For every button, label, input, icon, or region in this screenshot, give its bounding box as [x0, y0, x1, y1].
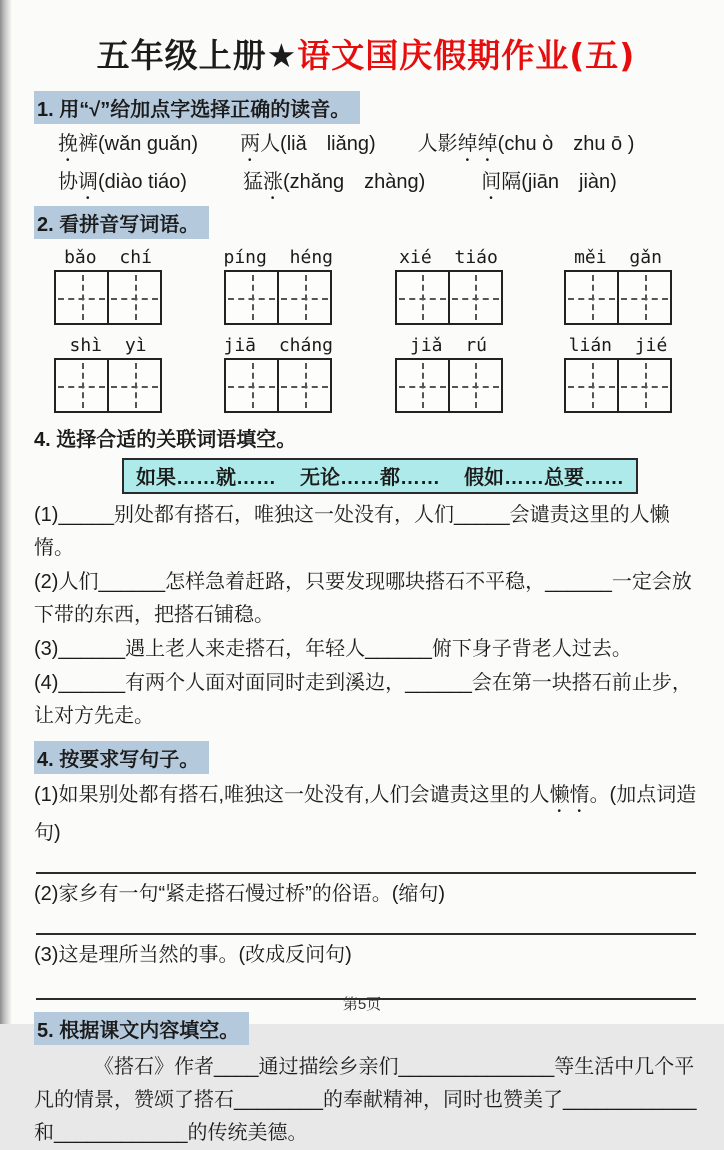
- connective-option: 假如……总要……: [464, 467, 624, 489]
- section-2-header: 2. 看拼音写词语。: [34, 206, 209, 239]
- section-4b-sentences: [34, 739, 698, 1000]
- pinyin-label: jiā cháng: [223, 335, 334, 356]
- sentence-post: 。(加点词造句): [34, 784, 697, 844]
- pinyin-write-group: [223, 247, 333, 325]
- writing-cell[interactable]: [617, 270, 672, 325]
- section-4a-header: 4. 选择合适的关联词语填空。: [34, 429, 297, 451]
- connective-option: 无论……都……: [300, 467, 440, 489]
- section-4a-connectives: [34, 421, 698, 733]
- writing-boxes: [395, 270, 503, 325]
- pinyin-write-group: [54, 335, 162, 413]
- sentence-dotted: 懒惰: [549, 784, 590, 806]
- writing-cell[interactable]: [564, 358, 619, 413]
- sentence-item-1: [34, 779, 698, 850]
- pronunciation-item: [58, 166, 187, 204]
- pinyin-label: jiǎ rú: [410, 335, 488, 356]
- writing-cell[interactable]: [564, 270, 619, 325]
- page-number: 第5页: [342, 996, 382, 1013]
- writing-boxes: [395, 358, 503, 413]
- section-5-header: 5. 根据课文内容填空。: [34, 1012, 249, 1045]
- word-post: (zhǎng zhàng): [282, 171, 426, 193]
- writing-cell[interactable]: [395, 358, 450, 413]
- writing-boxes: [223, 358, 333, 413]
- fill-blank-item: (4)______有两个人面对面同时走到溪边，______会在第一块搭石前止步，让对方先走。: [34, 672, 692, 727]
- cloze-paragraph: 《搭石》作者____通过描绘乡亲们______________等生活中几个平凡的情景，赞颂了搭石________的奉献精神，同时也赞美了____________和____________的传统美德。: [34, 1056, 697, 1144]
- answer-line[interactable]: [36, 872, 696, 874]
- word-pre: 猛: [242, 171, 263, 193]
- section-4b-header: 4. 按要求写句子。: [34, 741, 209, 774]
- fill-blank-item: (3)______遇上老人来走搭石，年轻人______俯下身子背老人过去。: [34, 638, 632, 660]
- section-5-cloze: [34, 1010, 698, 1150]
- section-2-pinyin-writing: [34, 204, 698, 413]
- writing-cell[interactable]: [448, 270, 503, 325]
- word-pre: 协: [58, 171, 78, 193]
- writing-boxes: [54, 358, 162, 413]
- writing-cell[interactable]: [224, 270, 279, 325]
- writing-cell[interactable]: [277, 270, 332, 325]
- word-post: 人(liǎ liǎng): [260, 133, 376, 155]
- fill-blank-item: (2)人们______怎样急着赶路，只要发现哪块搭石不平稳，______一定会放下带的东西，把搭石铺稳。: [34, 571, 692, 626]
- word-dotted: 涨: [262, 171, 283, 193]
- word-dotted: 两: [240, 133, 261, 155]
- title-grade: 五年级上册★: [96, 36, 298, 75]
- writing-cell[interactable]: [224, 358, 279, 413]
- answer-line[interactable]: [36, 933, 696, 935]
- word-post: 隔(jiān jiàn): [501, 171, 617, 193]
- pinyin-label: xié tiáo: [399, 247, 498, 268]
- pinyin-label: lián jié: [568, 335, 668, 356]
- writing-cell[interactable]: [107, 270, 162, 325]
- sentence-item-2: (2)家乡有一句“紧走搭石慢过桥”的俗语。(缩句): [34, 883, 446, 905]
- pronunciation-item: [58, 128, 198, 166]
- pronunciation-item: [243, 166, 425, 204]
- word-dotted: 调: [78, 171, 98, 193]
- pinyin-write-group: [54, 247, 162, 325]
- pronunciation-row-1: [34, 128, 698, 166]
- pinyin-write-group: [395, 335, 503, 413]
- writing-boxes: [54, 270, 162, 325]
- word-post: (diào tiáo): [98, 171, 187, 193]
- connectives-box: [122, 458, 638, 494]
- writing-boxes: [223, 270, 333, 325]
- pronunciation-item: [481, 166, 617, 204]
- sentence-item-3: (3)这是理所当然的事。(改成反问句): [34, 944, 352, 966]
- word-post: (chu ò zhu ō ): [497, 133, 635, 155]
- writing-cell[interactable]: [54, 358, 109, 413]
- word-dotted: 绰绰: [457, 133, 498, 155]
- pronunciation-item: [240, 128, 376, 166]
- pinyin-label: bǎo chí: [64, 247, 152, 268]
- pronunciation-row-2: [34, 166, 698, 204]
- pinyin-write-group: [223, 335, 333, 413]
- word-dotted: 挽: [58, 133, 78, 155]
- pinyin-label: píng héng: [223, 247, 334, 268]
- pinyin-write-group: [395, 247, 503, 325]
- section-1-header: 1. 用“√”给加点字选择正确的读音。: [34, 91, 360, 124]
- writing-cell[interactable]: [54, 270, 109, 325]
- word-post: 裤(wǎn guǎn): [78, 133, 199, 155]
- writing-cell[interactable]: [448, 358, 503, 413]
- pinyin-write-group: [564, 335, 672, 413]
- section-1-pronunciation: [34, 89, 698, 204]
- title-subject: 语文国庆假期作业(五): [297, 36, 636, 75]
- pinyin-label: shì yì: [69, 335, 147, 356]
- pinyin-label: měi gǎn: [574, 247, 662, 268]
- fill-blank-item: (1)_____别处都有搭石，唯独这一处没有，人们_____会谴责这里的人懒惰。: [34, 504, 670, 559]
- word-pre: 人影: [417, 133, 458, 155]
- pinyin-write-row-2: [34, 335, 698, 413]
- scan-edge-shadow: [0, 0, 12, 1024]
- pinyin-write-row-1: [34, 247, 698, 325]
- writing-cell[interactable]: [107, 358, 162, 413]
- pronunciation-item: [418, 128, 635, 166]
- connective-option: 如果……就……: [136, 467, 276, 489]
- writing-cell[interactable]: [277, 358, 332, 413]
- word-dotted: 间: [481, 171, 502, 193]
- writing-boxes: [564, 270, 672, 325]
- writing-cell[interactable]: [395, 270, 450, 325]
- pinyin-write-group: [564, 247, 672, 325]
- writing-boxes: [564, 358, 672, 413]
- page-title: [34, 30, 698, 77]
- writing-cell[interactable]: [617, 358, 672, 413]
- sentence-pre: (1)如果别处都有搭石,唯独这一处没有,人们会谴责这里的人: [34, 784, 550, 806]
